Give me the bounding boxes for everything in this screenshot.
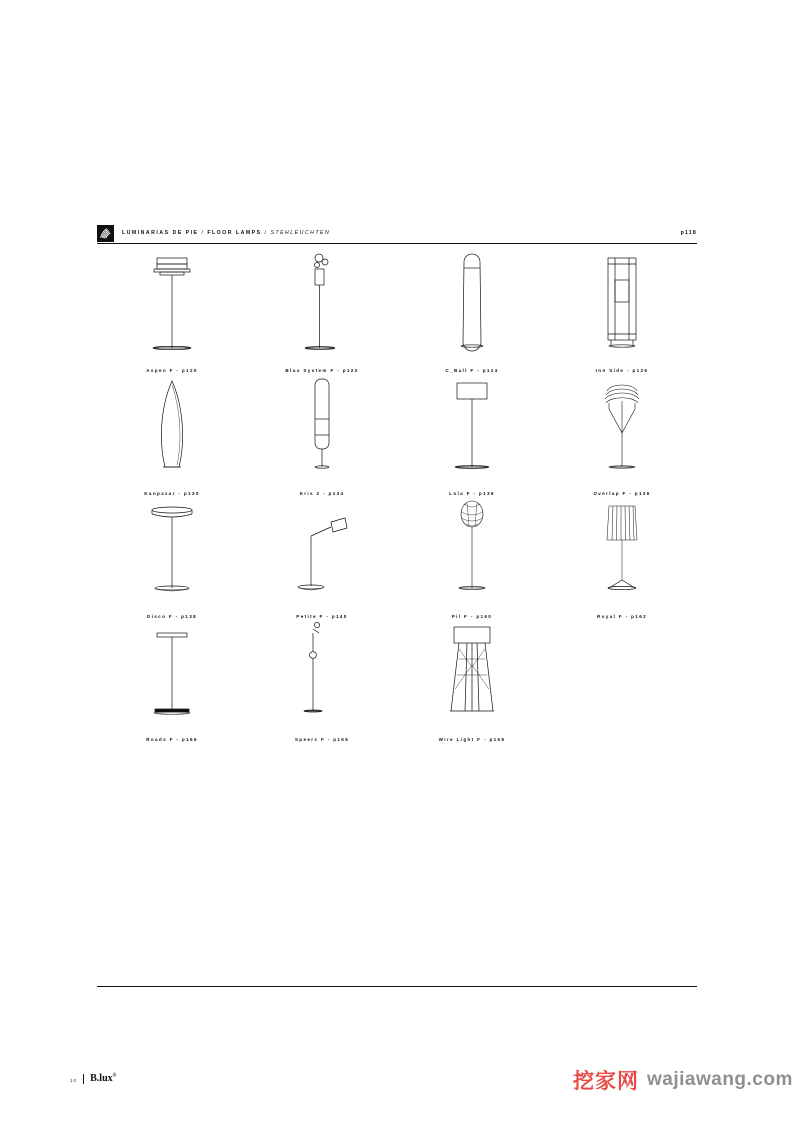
product-cell-blux-system[interactable] (247, 250, 397, 373)
c-ball-floor-lamp-icon (397, 250, 547, 360)
watermark-latin-text: wajiawang.com (647, 1069, 793, 1090)
watermark (573, 1065, 793, 1095)
product-row (97, 373, 697, 496)
product-caption: Royal F - p162 (596, 614, 648, 619)
product-caption: Pil F - p160 (451, 614, 493, 619)
brand-text: B.lux (90, 1073, 113, 1084)
header-title-es: LUMINARIAS DE PIE (122, 230, 199, 236)
page-footer (70, 1073, 116, 1084)
product-cell-empty (547, 619, 697, 742)
product-cell-aspen[interactable] (97, 250, 247, 373)
folio-number: 10 (70, 1078, 78, 1083)
product-cell-kanpazar[interactable] (97, 373, 247, 496)
product-caption: Petite F - p140 (296, 614, 348, 619)
product-caption: Blux System F - p122 (285, 368, 359, 373)
product-caption: Kanpazar - p130 (144, 491, 200, 496)
product-row (97, 496, 697, 619)
product-caption: Aspen F - p120 (146, 368, 198, 373)
product-cell-roads[interactable] (97, 619, 247, 742)
product-cell-petite[interactable] (247, 496, 397, 619)
blux-logo-icon (97, 225, 114, 242)
inn-side-floor-lamp-icon (547, 250, 697, 360)
product-cell-speers[interactable] (247, 619, 397, 742)
blux-system-floor-lamp-icon (247, 250, 397, 360)
product-cell-royal[interactable] (547, 496, 697, 619)
product-caption: Inn Side - p126 (595, 368, 649, 373)
product-row (97, 250, 697, 373)
product-caption: Disco F - p138 (146, 614, 198, 619)
product-caption: Kris 2 - p134 (299, 491, 345, 496)
product-row (97, 619, 697, 742)
header-title (122, 230, 330, 236)
product-cell-disco[interactable] (97, 496, 247, 619)
page-header (97, 222, 697, 244)
product-cell-c-ball[interactable] (397, 250, 547, 373)
empty-thumb (547, 619, 697, 729)
product-caption: Lola F - p136 (449, 491, 495, 496)
petite-floor-lamp-icon (247, 496, 397, 606)
product-cell-kris-2[interactable] (247, 373, 397, 496)
header-divider (97, 243, 697, 244)
pil-floor-lamp-icon (397, 496, 547, 606)
brand-wordmark (90, 1073, 116, 1084)
product-caption: Wire Light F - p168 (438, 737, 506, 742)
lola-floor-lamp-icon (397, 373, 547, 483)
kanpazar-floor-lamp-icon (97, 373, 247, 483)
product-cell-lola[interactable] (397, 373, 547, 496)
header-sep-2: / (261, 230, 271, 236)
product-cell-inn-side[interactable] (547, 250, 697, 373)
royal-floor-lamp-icon (547, 496, 697, 606)
product-caption: Roads F - p166 (146, 737, 198, 742)
aspen-floor-lamp-icon (97, 250, 247, 360)
disco-floor-lamp-icon (97, 496, 247, 606)
product-caption: Speers F - p165 (294, 737, 350, 742)
product-cell-overlap[interactable] (547, 373, 697, 496)
footer-rule-mark (83, 1074, 84, 1084)
header-page-ref: p118 (680, 230, 697, 236)
product-caption (547, 729, 697, 737)
speers-floor-lamp-icon (247, 619, 397, 729)
watermark-chinese-text: 挖家网 (573, 1069, 639, 1093)
roads-floor-lamp-icon (97, 619, 247, 729)
header-sep-1: / (198, 230, 208, 236)
product-caption: C_Ball F - p124 (445, 368, 499, 373)
product-cell-pil[interactable] (397, 496, 547, 619)
header-title-en: FLOOR LAMPS (207, 230, 262, 236)
wire-light-floor-lamp-icon (397, 619, 547, 729)
brand-registered-mark: ® (112, 1073, 117, 1079)
header-title-de: STEHLEUCHTEN (270, 230, 331, 236)
overlap-floor-lamp-icon (547, 373, 697, 483)
product-caption: Overlap F - p136 (593, 491, 651, 496)
product-cell-wire-light[interactable] (397, 619, 547, 742)
footer-divider (97, 986, 697, 987)
product-grid (97, 250, 697, 742)
kris-2-floor-lamp-icon (247, 373, 397, 483)
